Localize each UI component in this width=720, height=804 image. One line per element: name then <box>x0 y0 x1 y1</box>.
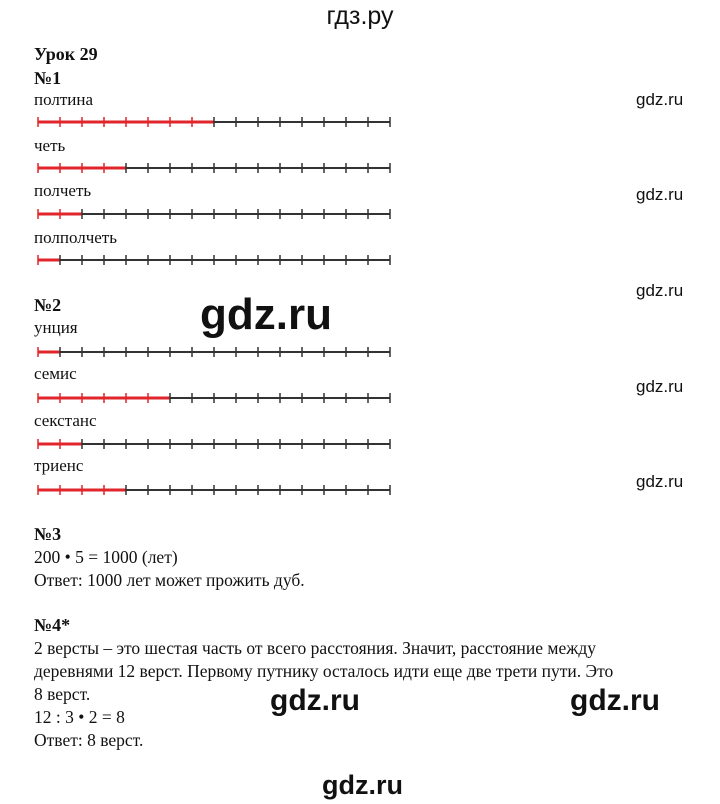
task4-line-3: 8 верст. <box>34 684 91 704</box>
task1-label-4: полполчеть <box>34 228 117 247</box>
lesson-title: Урок 29 <box>34 44 98 64</box>
watermark: gdz.ru <box>570 684 660 717</box>
task3-line-2: Ответ: 1000 лет может прожить дуб. <box>34 570 305 590</box>
task1-label-2: четь <box>34 136 66 155</box>
watermark: gdz.ru <box>636 90 684 109</box>
watermark: gdz.ru <box>636 472 684 491</box>
task1-header: №1 <box>34 68 62 88</box>
ruler-task2-1 <box>0 344 400 360</box>
task1-label-3: полчеть <box>34 181 92 200</box>
task4-line-4: 12 : 3 • 2 = 8 <box>34 707 125 727</box>
task4-line-2: деревнями 12 верст. Первому путнику осталось идти еще две трети пути. Это <box>34 661 614 681</box>
task2-label-1: унция <box>34 318 78 337</box>
task4-line-5: Ответ: 8 верст. <box>34 730 144 750</box>
task1-label-1: полтина <box>34 90 94 109</box>
ruler-task1-3 <box>0 206 400 222</box>
task2-label-2: семис <box>34 364 77 383</box>
ruler-task2-2 <box>0 390 400 406</box>
watermark: gdz.ru <box>322 770 403 800</box>
task2-label-3: секстанс <box>34 411 97 430</box>
ruler-task2-4 <box>0 482 400 498</box>
task4-line-1: 2 версты – это шестая часть от всего расстояния. Значит, расстояние между <box>34 638 596 658</box>
ruler-task2-3 <box>0 436 400 452</box>
task2-label-4: триенс <box>34 456 84 475</box>
site-title: гдз.ру <box>326 2 394 30</box>
watermark: gdz.ru <box>270 684 360 717</box>
task2-header: №2 <box>34 295 62 315</box>
watermark: gdz.ru <box>636 281 684 300</box>
watermark: gdz.ru <box>636 185 684 204</box>
ruler-task1-2 <box>0 160 400 176</box>
task3-line-1: 200 • 5 = 1000 (лет) <box>34 547 178 567</box>
watermark: gdz.ru <box>200 290 332 339</box>
ruler-task1-4 <box>0 252 400 268</box>
task4-header: №4* <box>34 615 71 635</box>
ruler-task1-1 <box>0 114 400 130</box>
watermark: gdz.ru <box>636 377 684 396</box>
task3-header: №3 <box>34 524 62 544</box>
